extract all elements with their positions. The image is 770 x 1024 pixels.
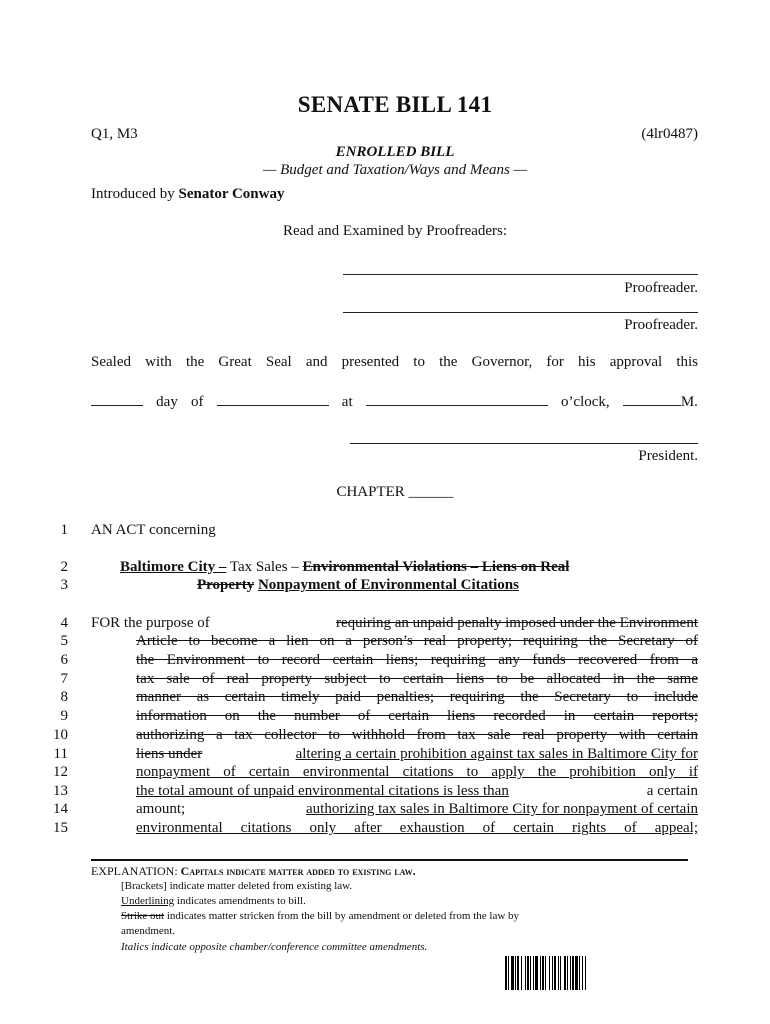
of-label: of — [190, 394, 204, 410]
line-11 — [136, 746, 698, 763]
caption-baltimore-city: Baltimore City – — [120, 559, 227, 575]
barcode-bar — [586, 956, 587, 990]
line-number: 8 — [60, 689, 68, 705]
line-number: 11 — [53, 746, 68, 762]
subject-codes: Q1, M3 — [91, 126, 138, 142]
struck-text: requiring an unpaid penalty imposed under the Environment — [336, 615, 698, 631]
line-number: 13 — [53, 783, 68, 799]
president-label: President. — [638, 448, 698, 464]
explanation-strike — [121, 910, 519, 922]
proofreader-label-2: Proofreader. — [624, 317, 698, 333]
strike-text: indicates matter stricken from the bill by amendment or deleted from the law by — [166, 910, 520, 922]
introduced-by — [91, 186, 284, 203]
day-label: day — [156, 394, 178, 410]
committee-label: — Budget and Taxation/Ways and Means — — [263, 162, 527, 178]
struck-line-6: the Environment to record certain liens; requiring any funds recovered from a — [136, 652, 698, 668]
line-number: 4 — [60, 615, 68, 631]
line-number: 1 — [60, 522, 68, 538]
line-number: 2 — [60, 559, 68, 575]
struck-liens-under: liens under — [136, 746, 203, 762]
plain-text: amount; — [136, 801, 186, 817]
line-number: 7 — [60, 671, 68, 687]
line-14 — [136, 801, 698, 818]
explanation-strike-cont: amendment. — [121, 925, 176, 937]
bill-caption-line-3 — [197, 577, 519, 594]
line-13 — [136, 783, 698, 800]
time-blank — [366, 391, 548, 406]
m-label: M. — [680, 394, 698, 410]
struck-line-10: authorizing a tax collector to withhold from tax sale real property with certain — [136, 727, 698, 743]
proofreader-signature-line-2 — [343, 312, 698, 313]
document-number: (4lr0487) — [641, 126, 698, 142]
amended-text: altering a certain prohibition against tax sales in Baltimore City for — [295, 746, 698, 762]
strike-mark: Strike out — [121, 910, 165, 922]
underlining-text: indicates amendments to bill. — [176, 895, 306, 907]
bill-title: SENATE BILL 141 — [297, 92, 493, 117]
purpose-line-4 — [91, 615, 698, 632]
caption-struck-environmental-violations: Environmental Violations – Liens on Real — [302, 559, 570, 575]
day-blank — [91, 391, 143, 406]
line-number: 3 — [60, 577, 68, 593]
meridiem-blank — [623, 391, 681, 406]
amended-text: the total amount of unpaid environmental citations is less than — [136, 783, 509, 799]
amended-text: authorizing tax sales in Baltimore City for nonpayment of certain — [306, 801, 698, 817]
introduced-prefix: Introduced by — [91, 186, 175, 202]
sealed-statement: Sealed with the Great Seal and presented to the Governor, for his approval this — [91, 354, 698, 370]
explanation-heading — [91, 864, 416, 879]
oclock-label: o’clock, — [560, 394, 610, 410]
caption-nonpayment: Nonpayment of Environmental Citations — [257, 577, 519, 593]
line-number: 12 — [53, 764, 68, 780]
caption-tax-sales: Tax Sales – — [229, 559, 299, 575]
line-number: 5 — [60, 633, 68, 649]
brackets-mark: [Brackets] — [121, 880, 167, 892]
chapter-label: CHAPTER ______ — [336, 484, 454, 500]
explanation-italics: Italics indicate opposite chamber/conference committee amendments. — [121, 941, 428, 953]
bill-caption-line-2 — [120, 559, 569, 576]
struck-line-5: Article to become a lien on a person’s real property; requiring the Secretary of — [136, 633, 698, 649]
brackets-text: indicate matter deleted from existing law. — [169, 880, 353, 892]
at-label: at — [341, 394, 353, 410]
explanation-capitals: Capitals indicate matter added to existing law. — [180, 864, 416, 878]
enrolled-label: ENROLLED BILL — [335, 144, 455, 160]
struck-line-8: manner as certain timely paid penalties; requiring the Secretary to include — [136, 689, 698, 705]
struck-line-9: information on the number of certain liens recorded in certain reports; — [136, 708, 698, 724]
amended-line-15: environmental citations only after exhaustion of certain rights of appeal; — [136, 820, 698, 836]
barcode — [505, 956, 690, 990]
line-number: 10 — [53, 727, 68, 743]
president-signature-line — [350, 443, 698, 444]
underlining-mark: Underlining — [121, 895, 175, 907]
explanation-label: EXPLANATION: — [91, 864, 178, 878]
read-examined-label: Read and Examined by Proofreaders: — [282, 223, 508, 239]
struck-line-7: tax sale of real property subject to certain liens to be allocated in the same — [136, 671, 698, 687]
line-number: 15 — [53, 820, 68, 836]
explanation-rule — [91, 859, 688, 861]
for-the-purpose-of: FOR the purpose of — [91, 615, 210, 631]
amended-line-12: nonpayment of certain environmental citations to apply the prohibition only if — [136, 764, 698, 780]
plain-text: a certain — [646, 783, 698, 799]
act-concerning: AN ACT concerning — [91, 522, 216, 538]
proofreader-label-1: Proofreader. — [624, 280, 698, 296]
line-number: 14 — [53, 801, 68, 817]
explanation-brackets — [121, 880, 352, 892]
caption-struck-property: Property — [197, 577, 255, 593]
line-number: 9 — [60, 708, 68, 724]
proofreader-signature-line-1 — [343, 274, 698, 275]
line-number: 6 — [60, 652, 68, 668]
sponsor-name: Senator Conway — [178, 186, 285, 202]
month-blank — [217, 391, 329, 406]
approval-date-row — [91, 391, 698, 411]
explanation-underlining — [121, 895, 306, 907]
